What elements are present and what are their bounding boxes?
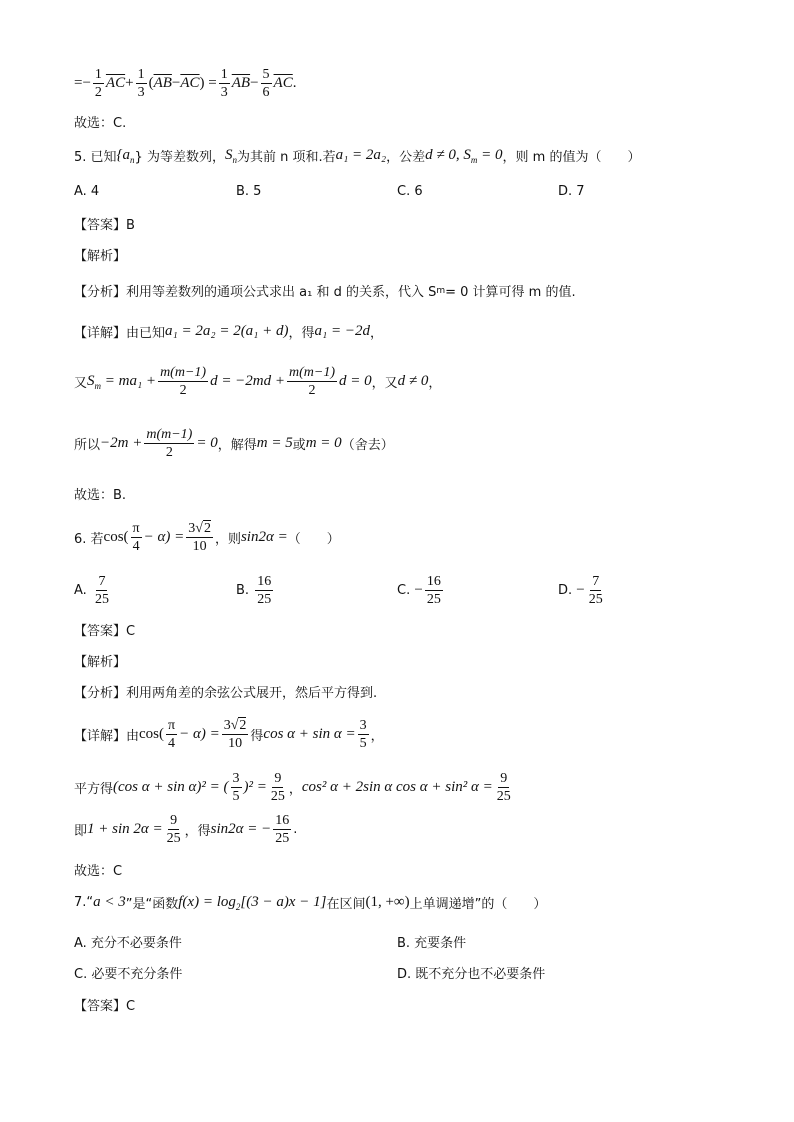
q5-detail-3: 所以 −2m + $\frac{m(m-1)}{2}$ = 0 ，解得 m = 5 或 m = 0 （舍去） [74, 427, 394, 460]
fraction: $\frac{\pi}{4}$ [168, 718, 176, 751]
q6-answer: 【答案】C [74, 624, 136, 639]
fraction: $\frac{7}{25}$ [94, 574, 109, 607]
q6-option-a[interactable]: A. $\frac{7}{25}$ [74, 574, 109, 607]
q5-detail-1: 【详解】由已知 a₁ = 2a₂ = 2(a₁ + d) ，得 a₁ = −2d ， [74, 323, 384, 341]
fraction: $\frac{9}{25}$ [496, 771, 511, 804]
q6-implies: 即 1 + sin 2α = $\frac{9}{25}$ ，得 sin2α = − $\frac{16}{25}$ . [74, 813, 298, 846]
fraction: $\frac{m(m-1)}{2}$ [146, 427, 193, 460]
q5-stem: 5. 已知 {$a_n$ } 为等差数列， $S_n$ 为其前 n 项和.若 a₁ = 2a₂ ，公差 d ≠ 0, $S_m = 0$ ，则 m 的值为（ ） [74, 146, 641, 165]
fraction: $\frac{16}{25}$ [257, 574, 272, 607]
q7-option-d[interactable]: D. 既不充分也不必要条件 [397, 967, 546, 982]
q7-option-a[interactable]: A. 充分不必要条件 [74, 936, 182, 951]
fraction: $\frac{7}{25}$ [588, 574, 603, 607]
q7-answer: 【答案】C [74, 999, 136, 1014]
q7-option-c[interactable]: C. 必要不充分条件 [74, 967, 183, 982]
q5-option-b[interactable]: B. 5 [236, 184, 262, 199]
q5-option-c[interactable]: C. 6 [397, 184, 423, 199]
fraction: $\frac{m(m-1)}{2}$ [289, 365, 336, 398]
fraction: $\frac{16}{25}$ [275, 813, 290, 846]
fraction: $\frac{5}{6}$ [262, 67, 270, 100]
q5-choose: 故选：B. [74, 488, 127, 503]
fraction: $\frac{1}{2}$ [94, 67, 102, 100]
q6-stem: 6. 若 cos( $\frac{\pi}{4}$ − α) = $\frac{3√2}{10}$ ，则 sin2α = （ ） [74, 521, 340, 554]
vector-ac: $\overline{AC}$ [180, 75, 200, 91]
fraction: $\frac{m(m-1)}{2}$ [160, 365, 207, 398]
fraction: $\frac{\pi}{4}$ [132, 521, 140, 554]
vector-ab: $\overline{AB}$ [231, 75, 251, 91]
fraction: $\frac{1}{3}$ [137, 67, 145, 100]
fraction: $\frac{16}{25}$ [426, 574, 441, 607]
eq-prefix: =− [74, 75, 91, 91]
fraction: $\frac{3√2}{10}$ [223, 718, 247, 751]
q5-answer: 【答案】B [74, 218, 135, 233]
q6-analysis-title: 【解析】 [74, 655, 127, 670]
q5-analysis-title: 【解析】 [74, 249, 127, 264]
q5-fenxi: 【分析】利用等差数列的通项公式求出 a₁ 和 d 的关系，代入 S m = 0 计算可得 m 的值. [74, 285, 576, 300]
q6-fenxi: 【分析】利用两角差的余弦公式展开，然后平方得到. [74, 686, 378, 701]
fraction: $\frac{1}{3}$ [220, 67, 228, 100]
q6-option-d[interactable]: D. − $\frac{7}{25}$ [558, 574, 603, 607]
vector-ac: $\overline{AC}$ [105, 75, 126, 91]
fraction: $\frac{3}{5}$ [232, 771, 240, 804]
q6-square: 平方得 (cos α + sin α)² = ( $\frac{3}{5}$ )² = $\frac{9}{25}$ ， cos² α + 2sin α cos α + sin² α = $\frac{9}{25}$ [74, 771, 511, 804]
q5-option-d[interactable]: D. 7 [558, 184, 585, 199]
fraction: $\frac{3√2}{10}$ [188, 521, 211, 554]
vector-ac: $\overline{AC}$ [273, 75, 293, 91]
q5-detail-2: 又 $S_m = ma_1$ + $\frac{m(m-1)}{2}$ d = −2md + $\frac{m(m-1)}{2}$ d = 0 ，又 d ≠ 0 ， [74, 365, 442, 398]
q6-detail-1: 【详解】由 cos( $\frac{\pi}{4}$ − α) = $\frac{3√2}{10}$ 得 cos α + sin α = $\frac{3}{5}$ ， [74, 718, 384, 751]
vector-ab: $\overline{AB}$ [153, 75, 172, 91]
q6-choose: 故选：C [74, 864, 123, 879]
fraction: $\frac{9}{25}$ [166, 813, 181, 846]
q6-option-b[interactable]: B. $\frac{16}{25}$ [236, 574, 272, 607]
q6-option-c[interactable]: C. − $\frac{16}{25}$ [397, 574, 441, 607]
q7-stem: 7.“ a < 3 ”是“函数 $f(x) = \log_2[(3 - a)x - 1]$ 在区间 (1, +∞) 上单调递增”的（ ） [74, 893, 547, 912]
fraction: $\frac{9}{25}$ [270, 771, 285, 804]
fraction: $\frac{3}{5}$ [359, 718, 367, 751]
prev-equation: =− $\frac{1}{2}$ $\overline{AC}$ + $\frac{1}{3}$ ( $\overline{AB}$ − $\overline{AC}$ ) = $\frac{1}{3}$ $\overline{AB}$ − $\frac{5}{6}$ $\overline{AC}$ . [74, 67, 297, 100]
prev-choose: 故选：C. [74, 116, 127, 131]
q5-option-a[interactable]: A. 4 [74, 184, 100, 199]
q7-option-b[interactable]: B. 充要条件 [397, 936, 467, 951]
